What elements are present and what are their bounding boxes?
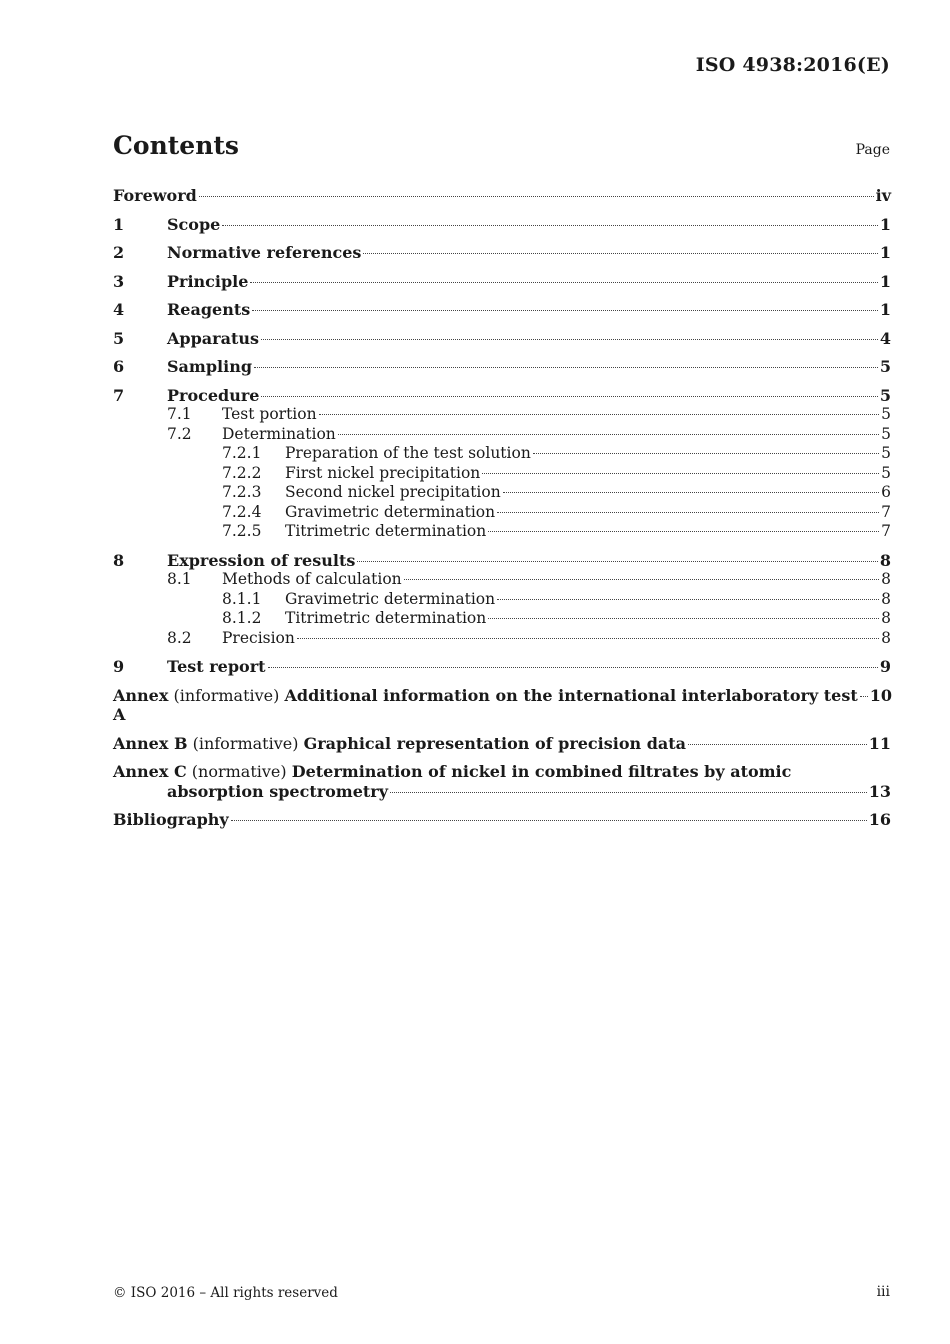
annex-type: (informative) — [173, 685, 280, 705]
toc-entry-page: 8 — [879, 550, 891, 570]
dot-leader — [488, 531, 879, 532]
dot-leader — [222, 225, 878, 226]
dot-leader — [357, 561, 878, 562]
toc-entry-number: 8.1 — [167, 570, 192, 588]
toc-entry[interactable] — [113, 551, 891, 571]
toc-entry-page: 8 — [881, 589, 891, 608]
toc-entry-title: Methods of calculation — [222, 570, 402, 588]
toc-entry-number: 7.2.5 — [222, 522, 262, 540]
toc-entry-page: 5 — [881, 444, 891, 462]
toc-entry-title: Principle — [167, 271, 249, 291]
page-number: iii — [876, 1284, 890, 1300]
toc-entry-number: 8 — [113, 550, 125, 570]
toc-entry-title: Second nickel precipitation — [285, 483, 501, 501]
toc-entry-number: 7.2 — [167, 424, 192, 443]
toc-entry-title: Titrimetric determination — [285, 609, 487, 627]
dot-leader — [488, 618, 879, 619]
toc-entry-title: Reagents — [167, 300, 251, 319]
annex-label: Annex C — [113, 762, 187, 781]
dot-leader — [503, 492, 879, 493]
dot-leader — [199, 196, 874, 197]
toc-entry-page: 7 — [881, 502, 891, 521]
dot-leader — [363, 253, 877, 254]
toc-entry[interactable] — [113, 300, 891, 320]
annex-title: Graphical representation of precision data — [303, 733, 687, 753]
toc-entry[interactable] — [113, 272, 891, 292]
toc-entry-page: 6 — [881, 483, 891, 501]
toc-entry-page: 5 — [879, 357, 891, 376]
toc-entry-page: iv — [875, 186, 891, 205]
dot-leader — [338, 434, 879, 435]
toc-entry[interactable] — [113, 243, 891, 263]
contents-heading: Contents — [113, 131, 240, 160]
toc-entry[interactable] — [113, 657, 891, 677]
toc-entry-title: Determination — [222, 424, 336, 443]
annex-page: 13 — [868, 781, 891, 801]
toc-entry-number: 6 — [113, 357, 125, 376]
dot-leader — [268, 667, 878, 668]
toc-entry-title: Bibliography — [113, 810, 229, 829]
toc-entry-page: 5 — [881, 405, 891, 423]
toc-entry-page: 7 — [881, 522, 891, 540]
copyright-notice: © ISO 2016 – All rights reserved — [113, 1285, 338, 1301]
toc-entry-title: Expression of results — [167, 550, 356, 570]
annex-title: Additional information on the international interlaboratory test — [284, 685, 858, 705]
toc-entry-title: Scope — [167, 214, 221, 234]
toc-entry-number: 3 — [113, 271, 125, 291]
toc-entry-page: 16 — [868, 810, 891, 829]
dot-leader — [261, 339, 878, 340]
toc-entry-page: 8 — [881, 628, 891, 647]
toc-entry-page: 8 — [881, 609, 891, 627]
toc-entry[interactable] — [113, 590, 891, 610]
toc-entry-number: 7 — [113, 385, 125, 405]
page-column-label: Page — [855, 142, 890, 158]
toc-entry-title: Gravimetric determination — [285, 502, 496, 521]
toc-entry-title: Apparatus — [167, 328, 259, 348]
toc-entry-number: 7.2.1 — [222, 444, 262, 462]
dot-leader — [261, 396, 877, 397]
annex-label: Annex B — [113, 733, 188, 753]
dot-leader — [319, 414, 880, 415]
toc-entry-page: 5 — [881, 424, 891, 443]
toc-entry-number: 7.2.3 — [222, 483, 262, 501]
toc-entry-number: 4 — [113, 300, 125, 319]
toc-entry[interactable] — [113, 386, 891, 406]
toc-entry-page: 5 — [879, 385, 891, 405]
toc-entry[interactable] — [113, 186, 891, 206]
toc-entry-title: Test portion — [222, 405, 317, 423]
toc-entry-number: 8.2 — [167, 628, 192, 647]
dot-leader — [497, 512, 879, 513]
toc-entry-title: Test report — [167, 657, 266, 676]
toc-entry[interactable] — [113, 444, 891, 464]
toc-entry-title: Normative references — [167, 243, 362, 262]
document-code: ISO 4938:2016(E) — [695, 54, 890, 76]
toc-annex-b[interactable] — [113, 734, 891, 754]
toc-entry[interactable] — [113, 522, 891, 542]
toc-entry-page: 5 — [881, 463, 891, 482]
annex-title-line2: absorption spectrometry — [167, 781, 389, 801]
toc-entry-title: Precision — [222, 628, 295, 647]
toc-entry-title: Gravimetric determination — [285, 589, 496, 608]
dot-leader — [250, 282, 877, 283]
annex-type: (normative) — [191, 762, 287, 781]
dot-leader — [254, 367, 878, 368]
toc-entry[interactable] — [113, 357, 891, 377]
toc-annex-a[interactable] — [113, 686, 891, 725]
toc-entry[interactable] — [113, 629, 891, 649]
table-of-contents — [113, 186, 891, 830]
toc-entry[interactable] — [113, 405, 891, 425]
toc-entry-title: First nickel precipitation — [285, 463, 481, 482]
toc-entry-title: Sampling — [167, 357, 253, 376]
dot-leader — [497, 599, 879, 600]
toc-entry[interactable] — [113, 215, 891, 235]
toc-entry-page: 4 — [879, 328, 891, 348]
annex-page: 11 — [868, 733, 891, 753]
dot-leader — [860, 696, 868, 697]
toc-entry-number: 8.1.1 — [222, 589, 262, 608]
toc-entry[interactable] — [113, 425, 891, 445]
toc-entry-title: Preparation of the test solution — [285, 444, 531, 462]
toc-entries — [113, 186, 891, 677]
toc-entry-number: 5 — [113, 328, 125, 348]
toc-entry-title: Foreword — [113, 186, 197, 205]
toc-entry-number: 7.2.2 — [222, 463, 262, 482]
toc-entry-number: 8.1.2 — [222, 609, 262, 627]
toc-entry-page: 1 — [879, 214, 891, 234]
toc-entry-page: 1 — [879, 271, 891, 291]
toc-entry[interactable] — [113, 483, 891, 503]
toc-entry-page: 9 — [879, 657, 891, 676]
toc-entry-title: Titrimetric determination — [285, 522, 487, 540]
dot-leader — [231, 820, 867, 821]
toc-entry-page: 8 — [881, 570, 891, 588]
dot-leader — [297, 638, 879, 639]
dot-leader — [252, 310, 878, 311]
toc-entry-number: 1 — [113, 214, 125, 234]
toc-entry-number: 9 — [113, 657, 125, 676]
toc-entry[interactable] — [113, 503, 891, 523]
annex-title-line1: Determination of nickel in combined filtrates by atomic — [291, 762, 792, 781]
toc-bibliography[interactable] — [113, 810, 891, 830]
toc-entry-number: 2 — [113, 243, 125, 262]
dot-leader — [404, 579, 879, 580]
dot-leader — [482, 473, 879, 474]
toc-entry[interactable] — [113, 329, 891, 349]
toc-entry[interactable] — [113, 609, 891, 629]
toc-entry-title: Procedure — [167, 385, 260, 405]
annex-type: (informative) — [192, 733, 299, 753]
dot-leader — [688, 744, 867, 745]
toc-entry[interactable] — [113, 570, 891, 590]
toc-entry-page: 1 — [879, 300, 891, 319]
dot-leader — [390, 792, 867, 793]
toc-entry[interactable] — [113, 464, 891, 484]
toc-annex-c[interactable] — [113, 762, 891, 801]
toc-entry-page: 1 — [879, 243, 891, 262]
toc-entry-number: 7.2.4 — [222, 502, 262, 521]
annex-label: Annex A — [113, 685, 169, 724]
dot-leader — [533, 453, 879, 454]
toc-entry-number: 7.1 — [167, 405, 192, 423]
annex-page: 10 — [869, 685, 893, 705]
